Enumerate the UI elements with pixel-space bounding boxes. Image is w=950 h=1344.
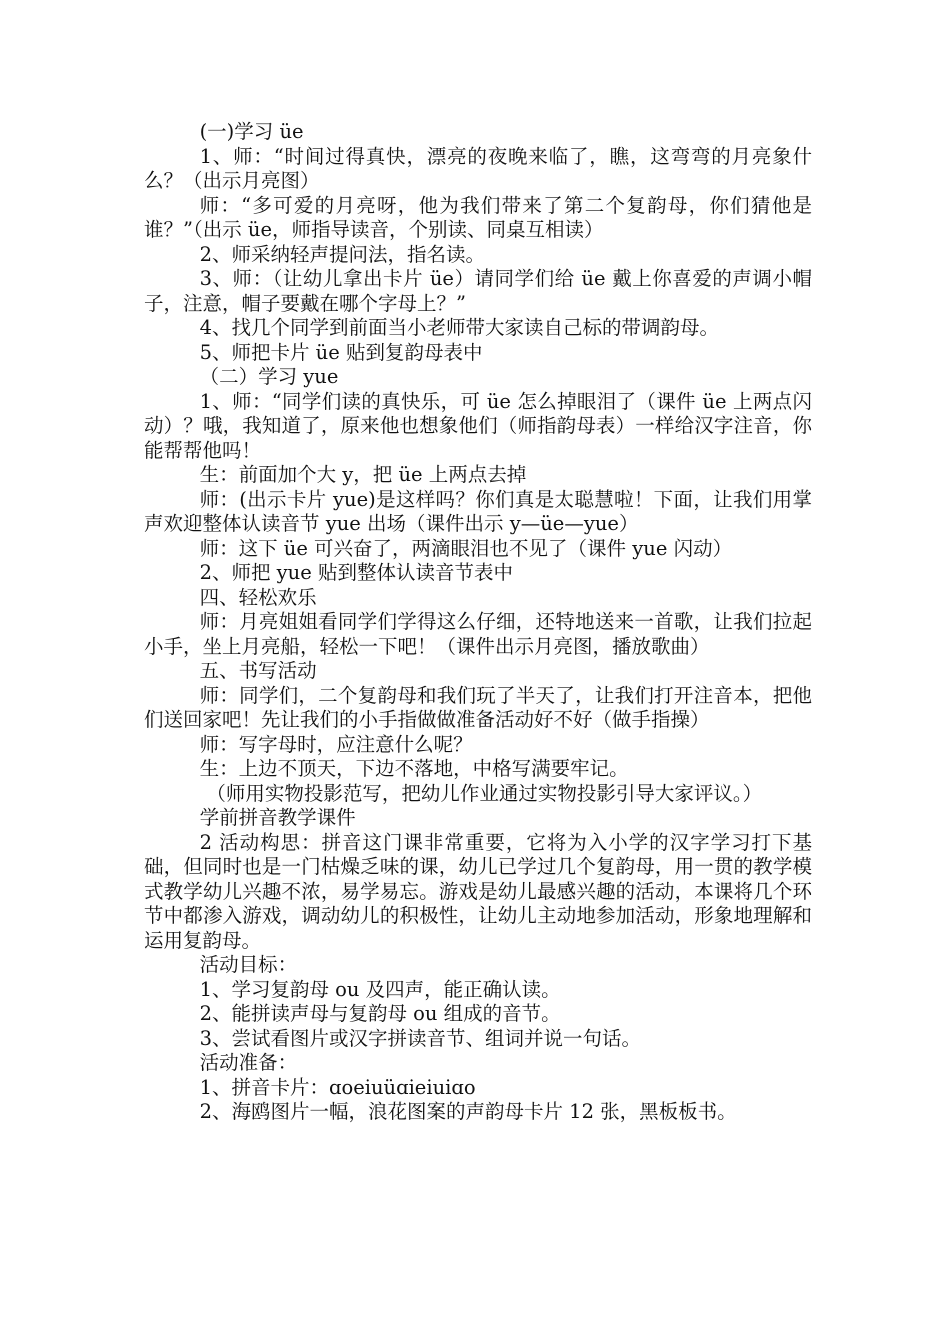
paragraph: （师用实物投影范写，把幼儿作业通过实物投影引导大家评议。） — [206, 781, 763, 805]
paragraph: 师：月亮姐姐看同学们学得这么仔细，还特地送来一首歌，让我们拉起小手，坐上月亮船，轻松一下吧！（课件出示月亮图，播放歌曲） — [144, 610, 812, 658]
list-item: 3、尝试看图片或汉字拼读音节、组词并说一句话。 — [199, 1026, 641, 1050]
section-heading-ue: (一)学习 üe — [199, 120, 304, 143]
section-heading-prep: 活动准备： — [199, 1051, 298, 1074]
list-item: 1、拼音卡片：ɑoeiuüɑieiuiɑo — [199, 1075, 476, 1099]
section-heading-writing: 五、书写活动 — [199, 659, 317, 682]
paragraph: 1、师：“同学们读的真快乐，可 üe 怎么掉眼泪了（课件 üe 上两点闪动）？哦，我知道了，原来他也想象他们（师指韵母表）一样给汉字注音，你能帮帮他吗！ — [144, 389, 812, 462]
document-subtitle: 学前拼音教学课件 — [199, 806, 356, 829]
list-item: 1、学习复韵母 ou 及四声，能正确认读。 — [199, 977, 561, 1001]
paragraph: 师：同学们，二个复韵母和我们玩了半天了，让我们打开注音本，把他们送回家吧！先让我们的小手指做做准备活动好不好（做手指操） — [144, 683, 812, 731]
paragraph: 2、师把 yue 贴到整体认读音节表中 — [199, 561, 513, 584]
section-heading-yue: （二）学习 yue — [199, 365, 339, 388]
list-item: 2、能拼读声母与复韵母 ou 组成的音节。 — [199, 1002, 561, 1025]
paragraph: 生：上边不顶天，下边不落地，中格写满要牢记。 — [199, 757, 629, 780]
paragraph: 2 活动构思：拼音这门课非常重要，它将为入小学的汉字学习打下基础，但同时也是一门枯燥乏味的课，幼儿已学过几个复韵母，用一贯的教学模式教学幼儿兴趣不浓，易学易忘。游戏是幼儿最感兴趣的活动，本课将几个环节中都渗入游戏，调动幼儿的积极性，让幼儿主动地参加活动，形象地理解和运用复韵母。 — [144, 830, 812, 952]
list-item: 2、海鸥图片一幅，浪花图案的声韵母卡片 12 张，黑板板书。 — [199, 1100, 737, 1123]
paragraph: 1、师：“时间过得真快，漂亮的夜晚来临了，瞧，这弯弯的月亮象什么？（出示月亮图） — [144, 144, 812, 192]
paragraph: 生：前面加个大 y，把 üe 上两点去掉 — [199, 463, 527, 486]
paragraph: 师：这下 üe 可兴奋了，两滴眼泪也不见了（课件 yue 闪动） — [199, 536, 733, 560]
paragraph: 师：(出示卡片 yue)是这样吗？你们真是太聪慧啦！下面，让我们用掌声欢迎整体认读音节 yue 出场（课件出示 y—üe—yue） — [144, 487, 812, 535]
document-body — [144, 120, 812, 1125]
paragraph: 2、师采纳轻声提问法，指名读。 — [199, 242, 485, 266]
paragraph: 4、找几个同学到前面当小老师带大家读自己标的带调韵母。 — [199, 316, 719, 339]
paragraph: 3、师：（让幼儿拿出卡片 üe）请同学们给 üe 戴上你喜爱的声调小帽子，注意，帽子要戴在哪个字母上？” — [144, 267, 812, 315]
paragraph: 师：写字母时，应注意什么呢？ — [199, 732, 473, 756]
section-heading-relax: 四、轻松欢乐 — [199, 585, 317, 609]
section-heading-goals: 活动目标： — [199, 953, 298, 976]
paragraph: 师：“多可爱的月亮呀，他为我们带来了第二个复韵母，你们猜他是谁？”（出示 üe，师指导读音，个别读、同桌互相读） — [144, 193, 812, 241]
paragraph: 5、师把卡片 üe 贴到复韵母表中 — [199, 340, 483, 364]
